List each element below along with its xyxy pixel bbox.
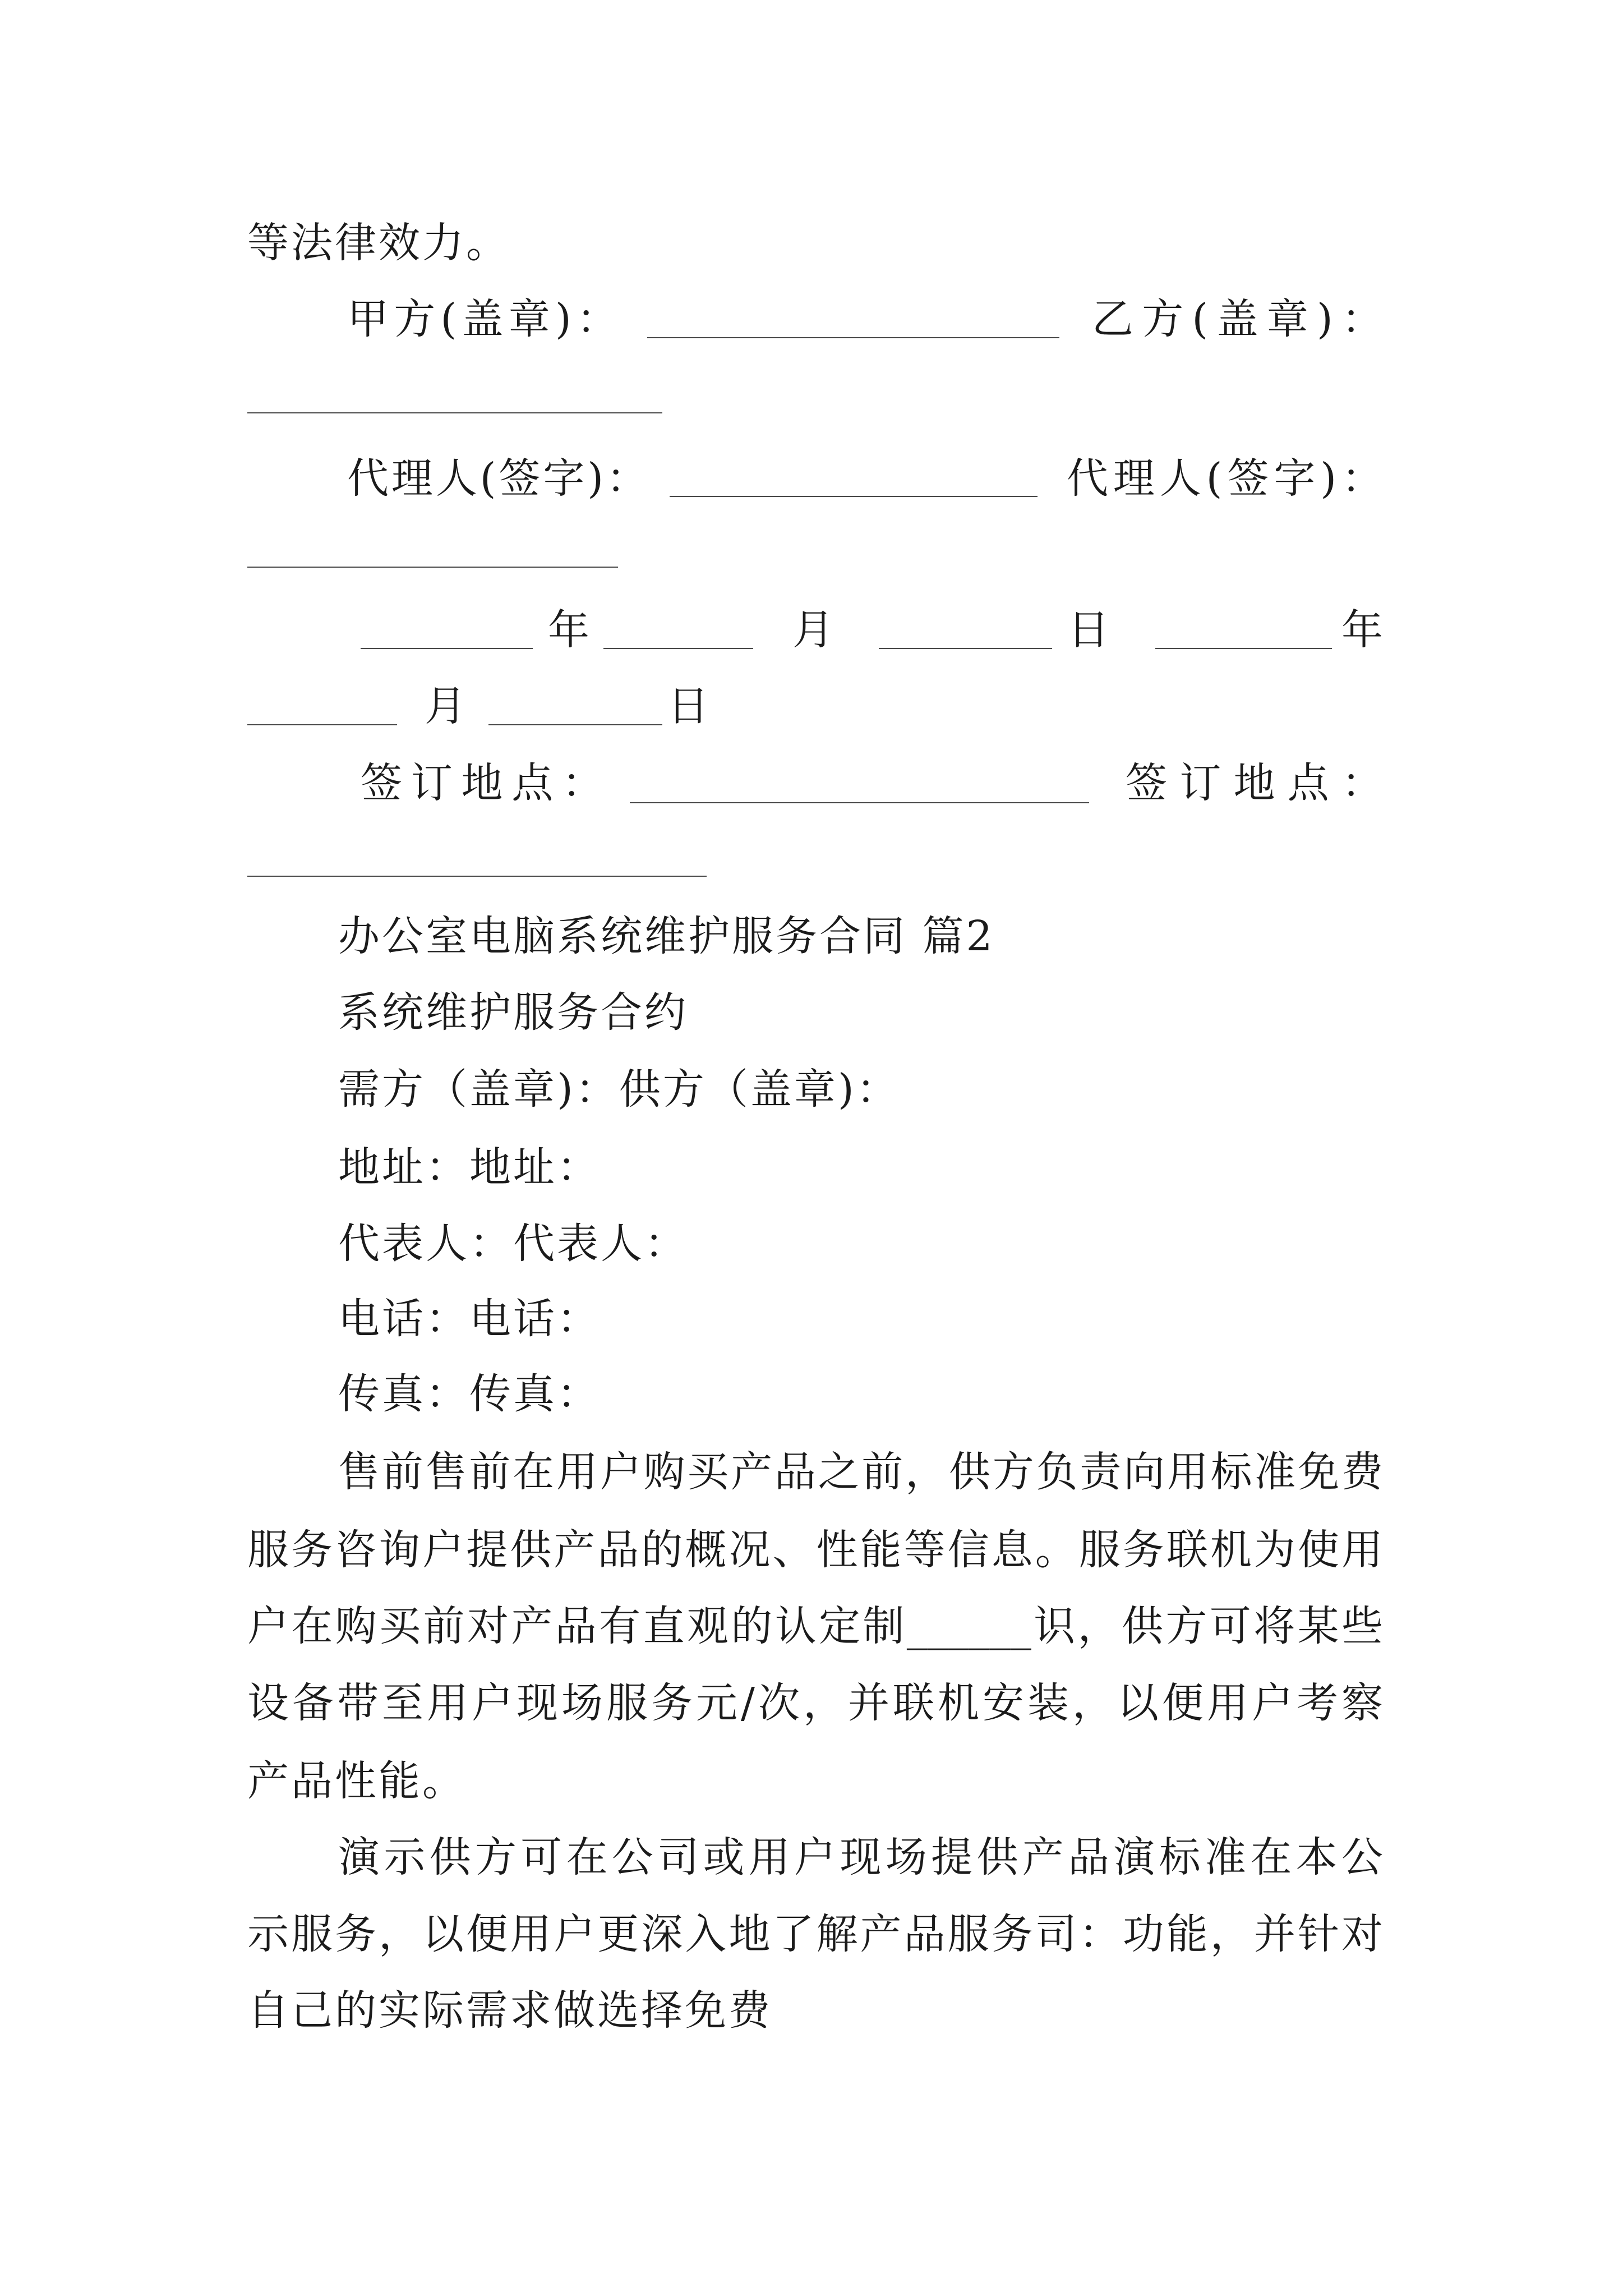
party-b-place-blank bbox=[247, 876, 707, 877]
demo-paragraph-line: 演示供方可在公司或用户现场提供产品演标准在本公 bbox=[338, 1833, 1383, 1881]
party-a-day-blank bbox=[879, 648, 1052, 649]
party-b-place-label: 签订地点： bbox=[1126, 759, 1383, 807]
party-a-agent-blank bbox=[670, 496, 1038, 497]
party-address-line: 地址：地址： bbox=[338, 1143, 601, 1191]
demo-paragraph-line: 自己的实际需求做选择免费 bbox=[247, 1986, 772, 2035]
demo-paragraph-line: 示服务，以便用户更深入地了解产品服务司：功能，并针对 bbox=[247, 1910, 1383, 1958]
presale-paragraph-line: 服务咨询户提供产品的概况、性能等信息。服务联机为使用 bbox=[247, 1526, 1383, 1574]
party-a-seal-blank bbox=[647, 337, 1059, 338]
party-b-month-label: 月 bbox=[425, 682, 466, 730]
party-b-month-blank bbox=[247, 724, 397, 725]
presale-paragraph-line: 售前售前在用户购买产品之前，供方负责向用标准免费 bbox=[338, 1448, 1383, 1496]
party-b-day-blank bbox=[488, 724, 662, 725]
party-b-agent-label: 代理人(签字)： bbox=[1067, 454, 1383, 503]
party-a-place-blank bbox=[630, 802, 1089, 803]
party-a-year-blank bbox=[361, 648, 533, 649]
party-phone-line: 电话：电话： bbox=[338, 1295, 601, 1343]
presale-paragraph-line: 设备带至用户现场服务元/次，并联机安装，以便用户考察 bbox=[247, 1679, 1383, 1727]
party-a-month-label: 月 bbox=[792, 606, 834, 654]
party-b-seal-label: 乙方(盖章)： bbox=[1092, 295, 1383, 343]
party-a-year-label: 年 bbox=[548, 606, 589, 654]
party-a-seal-label: 甲方(盖章)： bbox=[347, 295, 618, 343]
party-fax-line: 传真：传真： bbox=[338, 1370, 601, 1418]
party-b-year-label: 年 bbox=[1341, 606, 1383, 654]
presale-paragraph-line: 户在购买前对产品有直观的认定制______识，供方可将某些 bbox=[247, 1602, 1383, 1650]
party-a-month-blank bbox=[603, 648, 753, 649]
party-a-agent-label: 代理人(签字)： bbox=[347, 454, 648, 503]
party-b-year-blank bbox=[1155, 648, 1332, 649]
party-b-agent-blank bbox=[247, 567, 618, 568]
contract-title: 系统维护服务合约 bbox=[338, 988, 688, 1037]
party-representative-line: 代表人：代表人： bbox=[338, 1220, 688, 1268]
continuation-line: 等法律效力。 bbox=[247, 219, 510, 267]
section-heading: 办公室电脑系统维护服务合同 篇2 bbox=[338, 912, 995, 960]
party-a-place-label: 签订地点： bbox=[361, 759, 603, 807]
party-a-day-label: 日 bbox=[1068, 606, 1109, 654]
presale-paragraph-line: 产品性能。 bbox=[247, 1757, 466, 1805]
party-b-seal-blank bbox=[247, 412, 662, 413]
party-seal-line: 需方（盖章)：供方（盖章)： bbox=[338, 1065, 900, 1114]
party-b-day-label: 日 bbox=[667, 682, 709, 730]
